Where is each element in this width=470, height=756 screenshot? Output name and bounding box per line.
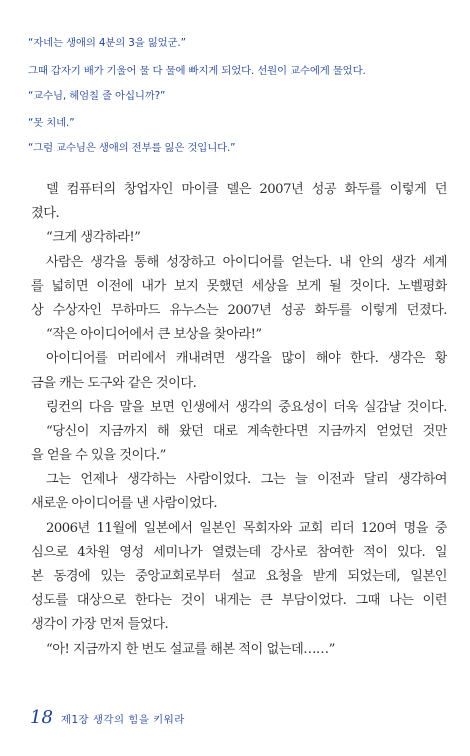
body-line: “당신이 지금까지 해 왔던 대로 계속한다면 지금까지 얻었던 것만 (46, 423, 447, 439)
page-number: 18 (30, 707, 53, 728)
quote-line: “못 치네.” (28, 117, 75, 129)
page-footer (30, 707, 185, 728)
body-line: 아이디어를 머리에서 캐내려면 생각을 많이 해야 한다. 생각은 황 (46, 351, 447, 367)
body-line: 금을 캐는 도구와 같은 것이다. (31, 375, 197, 391)
chapter-label: 제1장 생각의 힘을 키워라 (60, 714, 185, 726)
body-line: 사람은 생각을 통해 성장하고 아이디어를 얻는다. 내 안의 생각 세계 (46, 254, 447, 270)
quote-line: “자네는 생애의 4분의 3을 잃었군.” (28, 37, 186, 49)
body-line: 생각이 가장 먼저 들었다. (31, 617, 169, 633)
body-line: 졌다. (31, 206, 60, 222)
body-line: “크게 생각하라!” (46, 230, 141, 246)
quote-excerpt (28, 32, 448, 161)
body-line: 심으로 4차원 영성 세미나가 열렸는데 강사로 참여한 적이 있다. 일 (31, 544, 447, 560)
quote-line: 그때 갑자기 배가 기울어 물 다 물에 빠지게 되었다. 선원이 교수에게 물었다. (28, 64, 366, 77)
body-line: 을 얻을 수 있을 것이다.” (31, 448, 166, 464)
body-text (31, 178, 447, 662)
quote-line: “그럼 교수님은 생애의 전부를 잃은 것입니다.” (28, 142, 236, 154)
body-line: 를 넓히면 이전에 내가 보지 못했던 세상을 보게 될 것이다. 노벨평화 (31, 278, 447, 294)
body-line: 그는 언제나 생각하는 사람이었다. 그는 늘 이전과 달리 생각하여 (46, 472, 447, 488)
body-line: “작은 아이디어에서 큰 보상을 찾아라!” (46, 327, 262, 343)
body-line: 링컨의 다음 말을 보면 인생에서 생각의 중요성이 더욱 실감날 것이다. (46, 399, 447, 415)
body-line: “아! 지금까지 한 번도 설교를 해본 적이 없는데……” (46, 641, 335, 657)
quote-line: “교수님, 헤엄칠 줄 아십니까?” (28, 89, 166, 102)
body-line: 새로운 아이디어를 낸 사람이었다. (31, 496, 218, 512)
body-line: 성도를 대상으로 한다는 것이 내게는 큰 부담이었다. 그때 나는 이런 (31, 593, 447, 609)
body-line: 델 컴퓨터의 창업자인 마이클 델은 2007년 성공 화두를 이렇게 던 (46, 182, 447, 197)
body-line: 본 동경에 있는 중앙교회로부터 설교 요청을 받게 되었는데, 일본인 (31, 569, 447, 584)
body-line: 상 수상자인 무하마드 유누스는 2007년 성공 화두를 이렇게 던졌다. (31, 302, 447, 318)
body-line: 2006년 11월에 일본에서 일본인 목회자와 교회 리더 120여 명을 중 (46, 520, 447, 536)
